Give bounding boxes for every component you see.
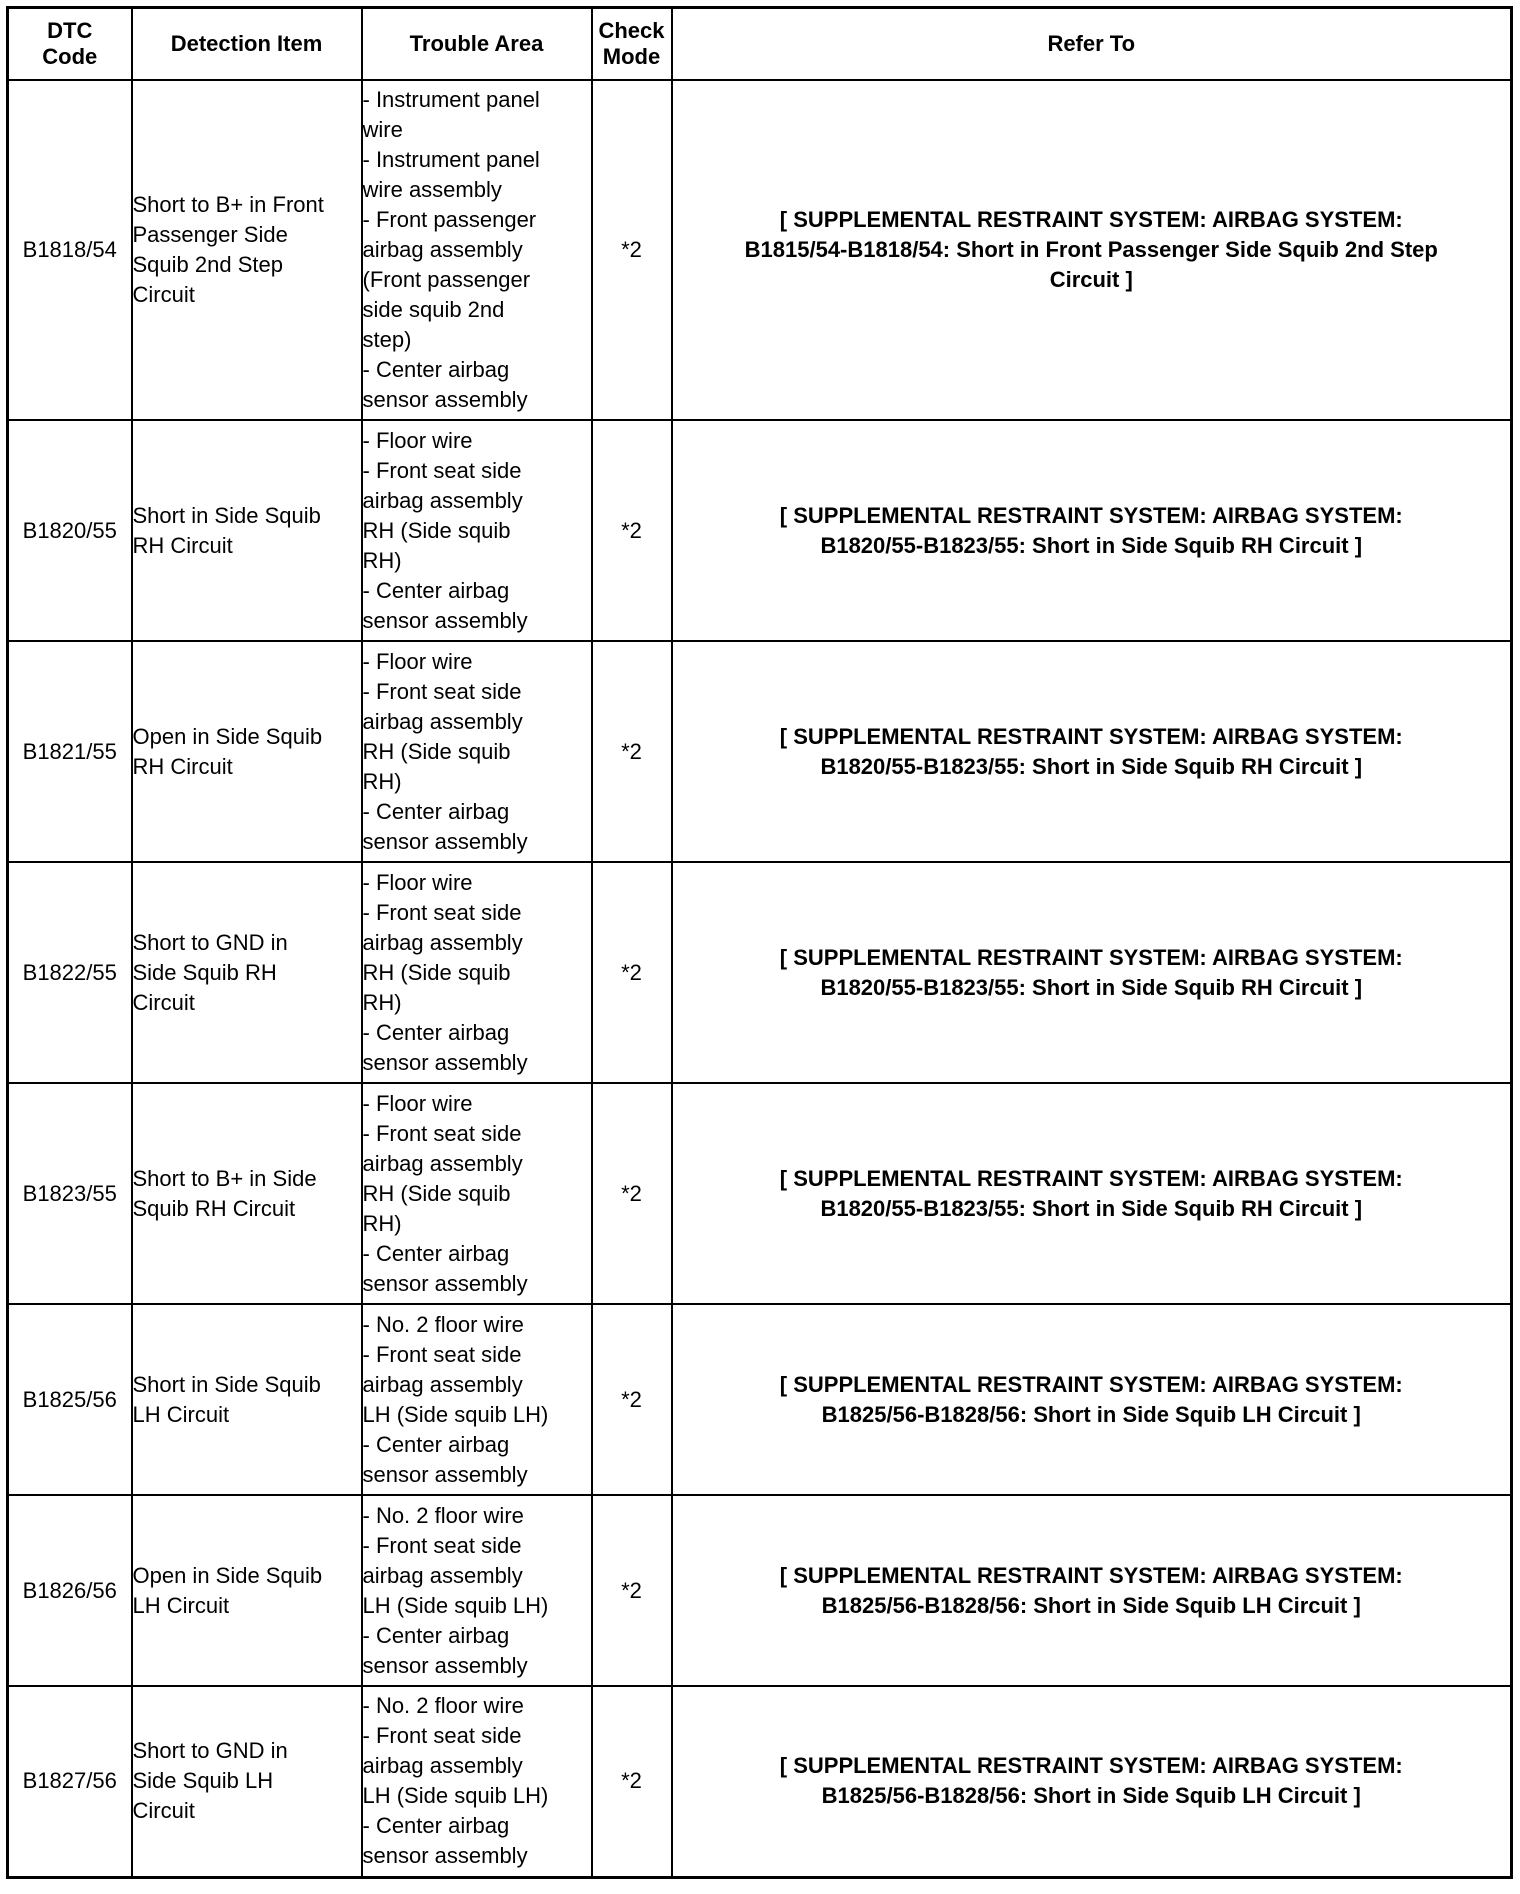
header-trouble-area: Trouble Area — [362, 8, 592, 81]
trouble-area-line: RH (Side squib — [362, 959, 511, 985]
detection-item-line: Short to GND in — [132, 929, 288, 955]
dtc-table-sheet — [6, 6, 1510, 1879]
refer-to-line: B1820/55-B1823/55: Short in Side Squib RH Circuit ] — [820, 532, 1363, 558]
trouble-area-line: wire — [362, 117, 403, 142]
header-check-mode — [592, 8, 672, 81]
detection-item-line: Passenger Side — [132, 222, 288, 247]
header-check-mode-line: Check — [598, 18, 665, 43]
check-mode-cell: *2 — [592, 1686, 672, 1877]
detection-item-cell — [132, 420, 362, 641]
trouble-area-line: wire assembly — [362, 177, 502, 202]
refer-to-cell — [672, 1495, 1512, 1686]
trouble-area-line: (Front passenger — [362, 267, 531, 292]
trouble-area-line: - Center airbag — [362, 1813, 510, 1839]
refer-to-line: [ SUPPLEMENTAL RESTRAINT SYSTEM: AIRBAG SYSTEM: — [779, 207, 1403, 232]
trouble-area-line: sensor assembly — [362, 828, 528, 854]
trouble-area-line: - Front seat side — [362, 1532, 522, 1558]
detection-item-line: Short in Side Squib — [132, 1371, 321, 1397]
trouble-area-line: sensor assembly — [362, 1049, 528, 1075]
detection-item-line: Squib 2nd Step — [132, 252, 283, 277]
dtc-code-cell: B1825/56 — [8, 1304, 132, 1495]
trouble-area-cell — [362, 1686, 592, 1877]
detection-item-line: Short to B+ in Side — [132, 1165, 317, 1191]
trouble-area-line: airbag assembly — [362, 237, 523, 262]
trouble-area-line: - Front passenger — [362, 207, 537, 232]
trouble-area-line: RH) — [362, 768, 402, 794]
refer-to-line: Circuit ] — [1049, 267, 1133, 292]
header-dtc-code-line: DTC — [47, 18, 93, 43]
check-mode-cell: *2 — [592, 641, 672, 862]
detection-item-cell — [132, 862, 362, 1083]
table-row — [8, 420, 1512, 641]
trouble-area-line: RH) — [362, 1210, 402, 1236]
refer-to-line: [ SUPPLEMENTAL RESTRAINT SYSTEM: AIRBAG SYSTEM: — [779, 502, 1403, 528]
dtc-code-cell: B1822/55 — [8, 862, 132, 1083]
table-row — [8, 1083, 1512, 1304]
header-dtc-code — [8, 8, 132, 81]
trouble-area-line: sensor assembly — [362, 1461, 528, 1487]
trouble-area-line: airbag assembly — [362, 1150, 523, 1176]
trouble-area-line: - No. 2 floor wire — [362, 1502, 524, 1528]
detection-item-line: Side Squib RH — [132, 959, 277, 985]
trouble-area-line: - Front seat side — [362, 1723, 522, 1749]
header-check-mode-line: Mode — [602, 44, 661, 69]
detection-item-line: Circuit — [132, 989, 195, 1015]
check-mode-cell: *2 — [592, 1083, 672, 1304]
trouble-area-line: sensor assembly — [362, 1843, 528, 1869]
detection-item-line: Open in Side Squib — [132, 1562, 323, 1588]
dtc-code-cell: B1820/55 — [8, 420, 132, 641]
trouble-area-line: LH (Side squib LH) — [362, 1401, 549, 1427]
table-header-row — [8, 8, 1512, 81]
trouble-area-line: airbag assembly — [362, 1753, 523, 1779]
trouble-area-line: airbag assembly — [362, 708, 523, 734]
trouble-area-line: - Front seat side — [362, 1341, 522, 1367]
header-refer-to: Refer To — [672, 8, 1512, 81]
trouble-area-cell — [362, 1083, 592, 1304]
trouble-area-line: RH (Side squib — [362, 517, 511, 543]
refer-to-cell — [672, 420, 1512, 641]
refer-to-line: [ SUPPLEMENTAL RESTRAINT SYSTEM: AIRBAG SYSTEM: — [779, 1371, 1403, 1397]
trouble-area-line: - Instrument panel — [362, 87, 540, 112]
trouble-area-line: sensor assembly — [362, 1270, 528, 1296]
dtc-code-cell: B1827/56 — [8, 1686, 132, 1877]
table-body — [8, 80, 1512, 1877]
trouble-area-line: - Center airbag — [362, 357, 510, 382]
refer-to-cell — [672, 1304, 1512, 1495]
detection-item-cell — [132, 80, 362, 420]
trouble-area-line: - No. 2 floor wire — [362, 1311, 524, 1337]
refer-to-line: [ SUPPLEMENTAL RESTRAINT SYSTEM: AIRBAG SYSTEM: — [779, 1562, 1403, 1588]
header-detection-item: Detection Item — [132, 8, 362, 81]
detection-item-line: Side Squib LH — [132, 1768, 274, 1794]
refer-to-line: B1820/55-B1823/55: Short in Side Squib RH Circuit ] — [820, 1195, 1363, 1221]
trouble-area-line: - Floor wire — [362, 869, 473, 895]
detection-item-cell — [132, 1304, 362, 1495]
check-mode-cell: *2 — [592, 862, 672, 1083]
trouble-area-line: - Floor wire — [362, 427, 473, 453]
check-mode-cell: *2 — [592, 1304, 672, 1495]
trouble-area-line: sensor assembly — [362, 1652, 528, 1678]
trouble-area-line: - Front seat side — [362, 457, 522, 483]
refer-to-cell — [672, 641, 1512, 862]
table-row — [8, 862, 1512, 1083]
trouble-area-line: sensor assembly — [362, 387, 528, 412]
refer-to-line: [ SUPPLEMENTAL RESTRAINT SYSTEM: AIRBAG SYSTEM: — [779, 944, 1403, 970]
trouble-area-line: LH (Side squib LH) — [362, 1783, 549, 1809]
trouble-area-line: RH) — [362, 547, 402, 573]
trouble-area-line: airbag assembly — [362, 487, 523, 513]
check-mode-cell: *2 — [592, 420, 672, 641]
detection-item-line: Squib RH Circuit — [132, 1195, 296, 1221]
trouble-area-cell — [362, 420, 592, 641]
dtc-code-cell: B1818/54 — [8, 80, 132, 420]
refer-to-line: B1815/54-B1818/54: Short in Front Passenger Side Squib 2nd Step — [744, 237, 1438, 262]
trouble-area-line: - Center airbag — [362, 1431, 510, 1457]
trouble-area-cell — [362, 641, 592, 862]
trouble-area-cell — [362, 862, 592, 1083]
dtc-code-cell: B1821/55 — [8, 641, 132, 862]
detection-item-line: Short to B+ in Front — [132, 192, 324, 217]
trouble-area-line: RH) — [362, 989, 402, 1015]
trouble-area-line: airbag assembly — [362, 929, 523, 955]
refer-to-cell — [672, 862, 1512, 1083]
trouble-area-line: - Center airbag — [362, 577, 510, 603]
refer-to-line: [ SUPPLEMENTAL RESTRAINT SYSTEM: AIRBAG SYSTEM: — [779, 1165, 1403, 1191]
trouble-area-line: - Instrument panel — [362, 147, 540, 172]
detection-item-line: Circuit — [132, 1798, 195, 1824]
trouble-area-line: - Floor wire — [362, 1090, 473, 1116]
trouble-area-cell — [362, 1304, 592, 1495]
detection-item-line: Short in Side Squib — [132, 502, 321, 528]
table-row — [8, 641, 1512, 862]
refer-to-cell — [672, 1083, 1512, 1304]
trouble-area-line: - Front seat side — [362, 1120, 522, 1146]
trouble-area-line: - Center airbag — [362, 1240, 510, 1266]
refer-to-cell — [672, 80, 1512, 420]
table-row — [8, 1304, 1512, 1495]
trouble-area-line: side squib 2nd — [362, 297, 505, 322]
trouble-area-line: - Floor wire — [362, 648, 473, 674]
trouble-area-line: step) — [362, 327, 412, 352]
detection-item-line: Open in Side Squib — [132, 723, 323, 749]
refer-to-line: [ SUPPLEMENTAL RESTRAINT SYSTEM: AIRBAG SYSTEM: — [779, 1753, 1403, 1779]
table-row — [8, 80, 1512, 420]
trouble-area-line: - Front seat side — [362, 678, 522, 704]
detection-item-line: RH Circuit — [132, 532, 233, 558]
detection-item-line: LH Circuit — [132, 1592, 230, 1618]
trouble-area-line: airbag assembly — [362, 1562, 523, 1588]
trouble-area-line: - Center airbag — [362, 798, 510, 824]
trouble-area-line: - Center airbag — [362, 1019, 510, 1045]
refer-to-line: B1825/56-B1828/56: Short in Side Squib LH Circuit ] — [821, 1401, 1361, 1427]
trouble-area-line: LH (Side squib LH) — [362, 1592, 549, 1618]
detection-item-line: Short to GND in — [132, 1738, 288, 1764]
trouble-area-line: RH (Side squib — [362, 738, 511, 764]
table-row — [8, 1686, 1512, 1877]
trouble-area-line: sensor assembly — [362, 607, 528, 633]
detection-item-line: RH Circuit — [132, 753, 233, 779]
detection-item-line: LH Circuit — [132, 1401, 230, 1427]
trouble-area-cell — [362, 80, 592, 420]
check-mode-cell: *2 — [592, 80, 672, 420]
refer-to-line: B1820/55-B1823/55: Short in Side Squib RH Circuit ] — [820, 974, 1363, 1000]
detection-item-cell — [132, 641, 362, 862]
dtc-code-cell: B1823/55 — [8, 1083, 132, 1304]
dtc-code-cell: B1826/56 — [8, 1495, 132, 1686]
detection-item-cell — [132, 1083, 362, 1304]
detection-item-cell — [132, 1686, 362, 1877]
trouble-area-line: airbag assembly — [362, 1371, 523, 1397]
detection-item-line: Circuit — [132, 282, 195, 307]
trouble-area-cell — [362, 1495, 592, 1686]
check-mode-cell: *2 — [592, 1495, 672, 1686]
header-dtc-code-line: Code — [42, 44, 98, 69]
trouble-area-line: - Front seat side — [362, 899, 522, 925]
detection-item-cell — [132, 1495, 362, 1686]
refer-to-line: B1825/56-B1828/56: Short in Side Squib LH Circuit ] — [821, 1592, 1361, 1618]
refer-to-line: B1820/55-B1823/55: Short in Side Squib RH Circuit ] — [820, 753, 1363, 779]
refer-to-line: B1825/56-B1828/56: Short in Side Squib LH Circuit ] — [821, 1783, 1361, 1809]
refer-to-cell — [672, 1686, 1512, 1877]
trouble-area-line: RH (Side squib — [362, 1180, 511, 1206]
trouble-area-line: - No. 2 floor wire — [362, 1693, 524, 1719]
dtc-table — [6, 6, 1513, 1879]
trouble-area-line: - Center airbag — [362, 1622, 510, 1648]
refer-to-line: [ SUPPLEMENTAL RESTRAINT SYSTEM: AIRBAG SYSTEM: — [779, 723, 1403, 749]
table-row — [8, 1495, 1512, 1686]
